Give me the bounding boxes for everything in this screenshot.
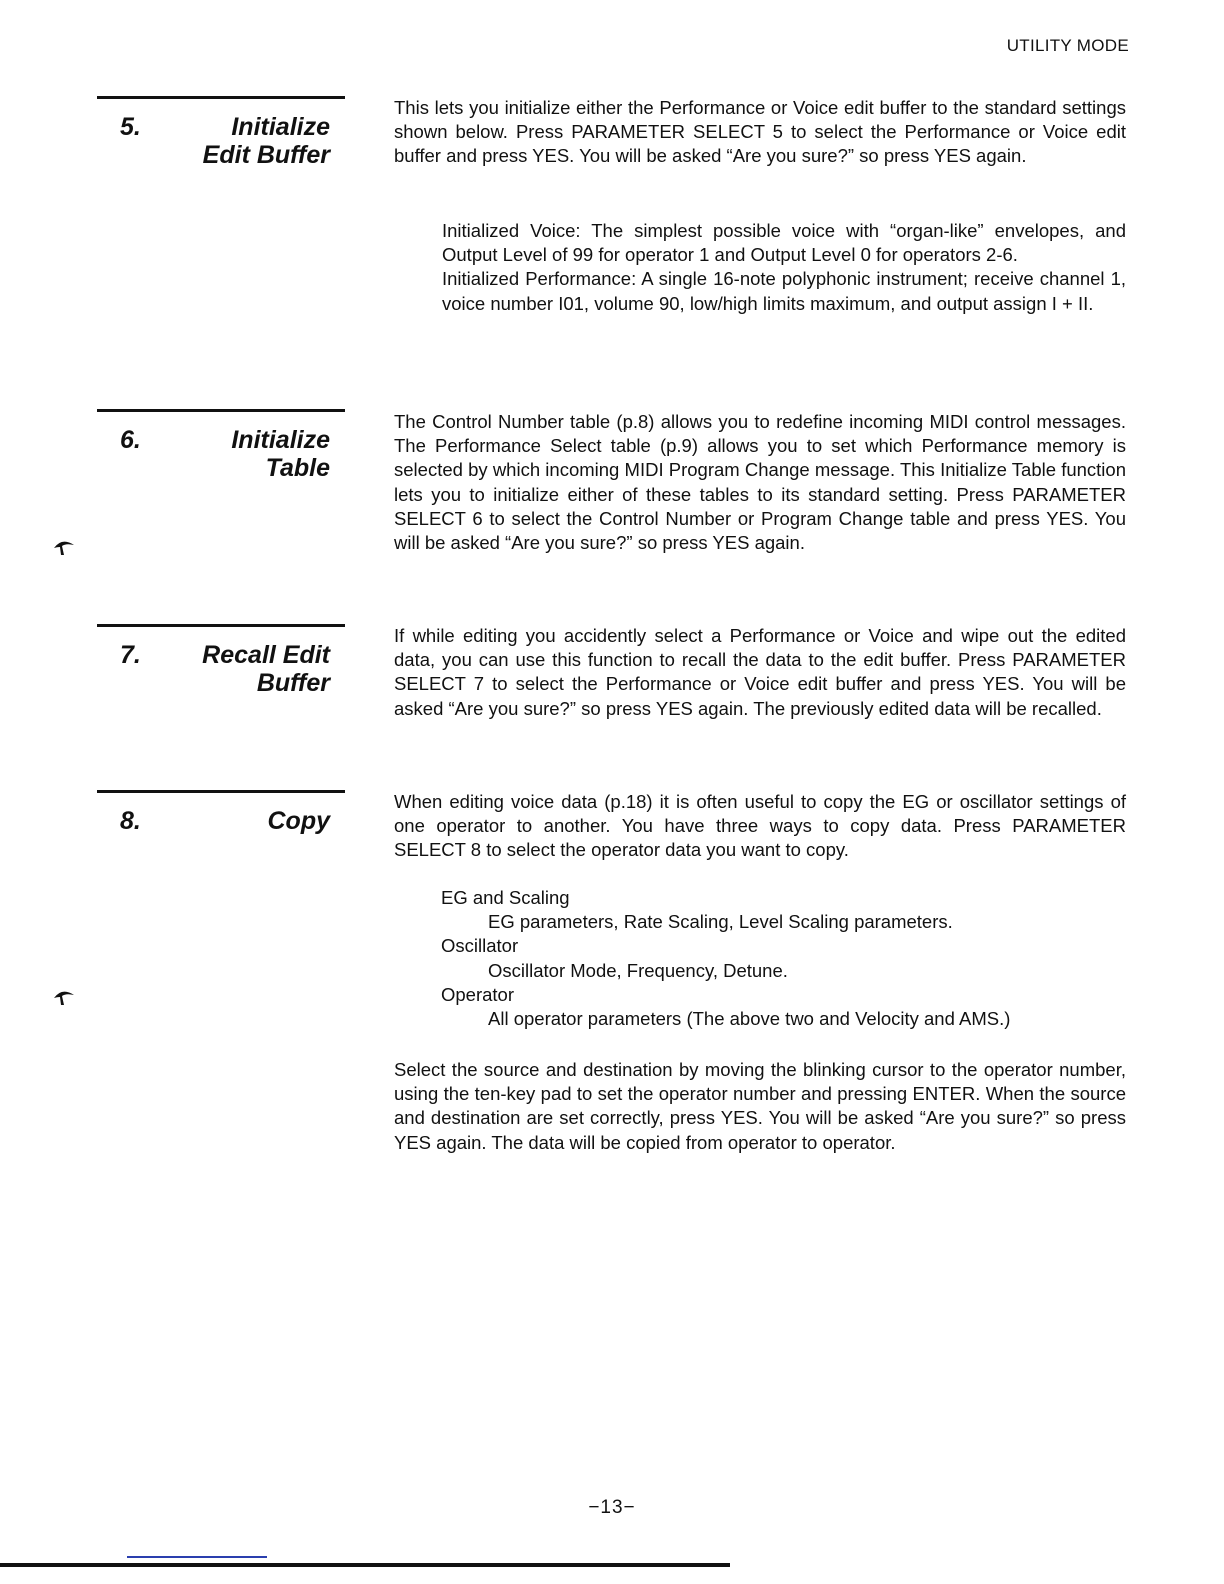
page-marker-icon [52, 533, 76, 557]
page-marker-icon [52, 983, 76, 1007]
section-number: 8. [120, 807, 141, 835]
section-number: 7. [120, 641, 141, 669]
copy-options [441, 886, 1131, 1031]
section-number: 5. [120, 113, 141, 141]
bottom-rule [0, 1563, 730, 1567]
section-body: This lets you initialize either the Performance or Voice edit buffer to the standard settings shown below. Press PARAMETER SELECT 5 to select the Performance or Voice edit buffer and press YES. You will be asked “Are you sure?” so press YES again. [394, 97, 1126, 167]
copy-option-desc: EG parameters, Rate Scaling, Level Scaling parameters. [488, 911, 953, 933]
copy-option-desc: Oscillator Mode, Frequency, Detune. [488, 959, 788, 981]
section-title: Initialize Table [231, 426, 330, 482]
section-rule [97, 409, 345, 412]
copy-option-name: Operator [441, 983, 515, 1005]
section-title: Recall Edit Buffer [202, 641, 330, 697]
running-header: UTILITY MODE [1006, 36, 1129, 55]
section-title: Copy [267, 807, 330, 835]
initialized-settings [442, 219, 1126, 316]
section-rule [97, 624, 345, 627]
initialized-performance: Initialized Performance: A single 16-note polyphonic instrument; receive channel 1, voice number I01, volume 90, low/high limits maximum, and output assign I + II. [442, 268, 1126, 314]
page-number: −13− [588, 1497, 636, 1518]
copy-option-desc: All operator parameters (The above two and Velocity and AMS.) [488, 1008, 1011, 1030]
section-body: The Control Number table (p.8) allows you to redefine incoming MIDI control messages. The Performance Select table (p.9) allows you to set which Performance memory is selected by which incoming MIDI Program Change message. This Initialize Table function lets you to initialize either of these tables to its standard setting. Press PARAMETER SELECT 6 to select the Control Number or Program Change table and press YES. You will be asked “Are you sure?” so press YES again. [394, 411, 1126, 554]
copy-option-name: EG and Scaling [441, 887, 570, 908]
copy-instructions: Select the source and destination by moving the blinking cursor to the operator number, using the ten-key pad to set the operator number and pressing ENTER. When the source and destination are set correctly, press YES. You will be asked “Are you sure?” so press YES again. The data will be copied from operator to operator. [394, 1059, 1126, 1153]
section-body: When editing voice data (p.18) it is often useful to copy the EG or oscillator settings of one operator to another. You have three ways to copy data. Press PARAMETER SELECT 8 to select the operator data you want to copy. [394, 791, 1126, 861]
section-number: 6. [120, 426, 141, 454]
initialized-voice: Initialized Voice: The simplest possible voice with “organ-like” envelopes, and Output Level of 99 for operator 1 and Output Level 0 for operators 2-6. [442, 220, 1126, 266]
section-body: If while editing you accidently select a Performance or Voice and wipe out the edited data, you can use this function to recall the data to the edit buffer. Press PARAMETER SELECT 7 to select the Performance or Voice edit buffer and press YES. You will be asked “Are you sure?” so press YES again. The previously edited data will be recalled. [394, 625, 1126, 719]
section-title: Initialize Edit Buffer [202, 113, 330, 169]
section-rule [97, 790, 345, 793]
section-rule [97, 96, 345, 99]
copy-option-name: Oscillator [441, 935, 519, 957]
bottom-tab-rule [127, 1556, 267, 1558]
